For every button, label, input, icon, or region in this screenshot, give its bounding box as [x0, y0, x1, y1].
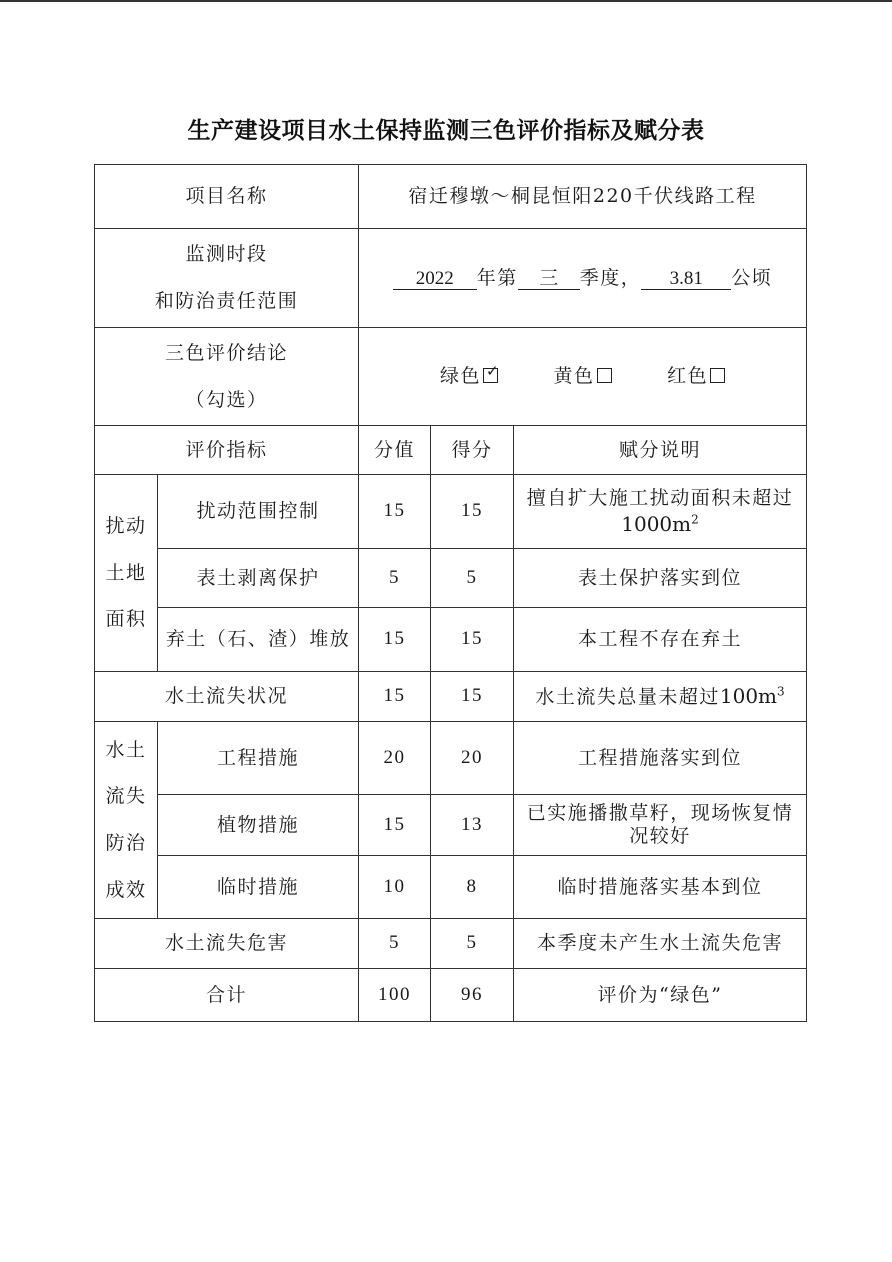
- note-superscript: 2: [691, 512, 699, 527]
- project-name-value: 宿迁穆墩～桐昆恒阳220千伏线路工程: [359, 165, 807, 229]
- top-border-line: [0, 0, 892, 2]
- conclusion-label-line1: 三色评价结论: [165, 341, 289, 364]
- table-row: [95, 856, 807, 919]
- table-row: [95, 328, 807, 426]
- score-value: 5: [359, 549, 431, 608]
- group-label-part: 土地: [105, 561, 147, 584]
- score-got: 13: [431, 795, 514, 856]
- quarter-value: 三: [518, 269, 580, 291]
- note-text: 擅自扩大施工扰动面积未超过: [526, 486, 794, 509]
- monitoring-period-value: [359, 229, 807, 328]
- conclusion-label: [95, 328, 359, 426]
- score-value: 5: [359, 919, 431, 969]
- checkbox-checked-icon[interactable]: [483, 362, 499, 383]
- score-value: 15: [359, 475, 431, 549]
- note-text: 水土流失总量未超过: [535, 686, 720, 709]
- indicator-name: 水土流失危害: [95, 919, 359, 969]
- year-value: 2022: [393, 269, 477, 291]
- option-red-label: 红色: [667, 365, 709, 388]
- table-row: [95, 165, 807, 229]
- score-note: 临时措施落实基本到位: [514, 856, 807, 919]
- area-unit: 公顷: [731, 266, 773, 289]
- table-row: [95, 795, 807, 856]
- score-note: [514, 672, 807, 722]
- score-note: 本工程不存在弃土: [514, 608, 807, 672]
- option-yellow[interactable]: [554, 364, 612, 389]
- checkbox-empty-icon[interactable]: [710, 368, 725, 383]
- checkmark-icon: ✓: [485, 362, 499, 381]
- score-note: 本季度未产生水土流失危害: [514, 919, 807, 969]
- total-label: 合计: [95, 969, 359, 1022]
- group-label-part: 面积: [105, 608, 147, 631]
- score-note: [514, 475, 807, 549]
- score-value: 10: [359, 856, 431, 919]
- header-score-got: 得分: [431, 426, 514, 475]
- total-value: 100: [359, 969, 431, 1022]
- table-row: [95, 549, 807, 608]
- score-note: 已实施播撒草籽，现场恢复情况较好: [514, 795, 807, 856]
- note-number: 100m: [719, 684, 778, 709]
- score-note: 工程措施落实到位: [514, 722, 807, 795]
- conclusion-label-line2: （勾选）: [185, 388, 268, 411]
- note-superscript: 3: [777, 684, 785, 699]
- group-disturbed-land-label: [95, 475, 158, 672]
- score-got: 15: [431, 672, 514, 722]
- indicator-name: 植物措施: [158, 795, 359, 856]
- note-number: 1000m: [621, 511, 692, 536]
- score-value: 20: [359, 722, 431, 795]
- quarter-suffix: 季度，: [579, 266, 642, 289]
- score-value: 15: [359, 795, 431, 856]
- evaluation-table: [94, 164, 807, 1022]
- year-suffix: 年第: [476, 266, 518, 289]
- group-label-part: 流失: [105, 785, 147, 808]
- group-label-part: 防治: [105, 832, 147, 854]
- option-red[interactable]: [667, 364, 725, 389]
- table-row: [95, 722, 807, 795]
- project-name-label: 项目名称: [95, 165, 359, 229]
- score-got: 15: [431, 475, 514, 549]
- indicator-name: 弃土（石、渣）堆放: [158, 608, 359, 672]
- header-explain: 赋分说明: [514, 426, 807, 475]
- score-got: 5: [431, 549, 514, 608]
- option-green[interactable]: [440, 364, 498, 389]
- indicator-name: 表土剥离保护: [158, 549, 359, 608]
- table-row: [95, 672, 807, 722]
- option-green-label: 绿色: [439, 365, 481, 388]
- header-indicator: 评价指标: [95, 426, 359, 475]
- score-got: 8: [431, 856, 514, 919]
- table-row: [95, 608, 807, 672]
- indicator-name: 水土流失状况: [95, 672, 359, 722]
- monitoring-period-label-line1: 监测时段: [185, 243, 268, 266]
- indicator-name: 临时措施: [158, 856, 359, 919]
- header-row: [95, 426, 807, 475]
- header-score-value: 分值: [359, 426, 431, 475]
- option-yellow-label: 黄色: [553, 365, 595, 388]
- score-note: 表土保护落实到位: [514, 549, 807, 608]
- score-got: 5: [431, 919, 514, 969]
- group-label-part: 扰动: [105, 514, 147, 537]
- group-label-part: 水土: [105, 738, 147, 761]
- table-row: [95, 919, 807, 969]
- table-row: [95, 475, 807, 549]
- total-row: [95, 969, 807, 1022]
- monitoring-period-label: [95, 229, 359, 328]
- indicator-name: 扰动范围控制: [158, 475, 359, 549]
- group-soil-loss-prevention-label: [95, 722, 158, 919]
- score-got: 20: [431, 722, 514, 795]
- score-value: 15: [359, 608, 431, 672]
- monitoring-period-label-line2: 和防治责任范围: [154, 290, 299, 312]
- score-value: 15: [359, 672, 431, 722]
- score-got: 15: [431, 608, 514, 672]
- conclusion-options: [359, 328, 807, 426]
- indicator-name: 工程措施: [158, 722, 359, 795]
- total-score: 96: [431, 969, 514, 1022]
- total-note: 评价为“绿色”: [514, 969, 807, 1022]
- table-row: [95, 229, 807, 328]
- group-label-part: 成效: [105, 878, 147, 901]
- area-value: 3.81: [641, 269, 731, 291]
- checkbox-empty-icon[interactable]: [597, 368, 612, 383]
- page-title: 生产建设项目水土保持监测三色评价指标及赋分表: [187, 118, 705, 144]
